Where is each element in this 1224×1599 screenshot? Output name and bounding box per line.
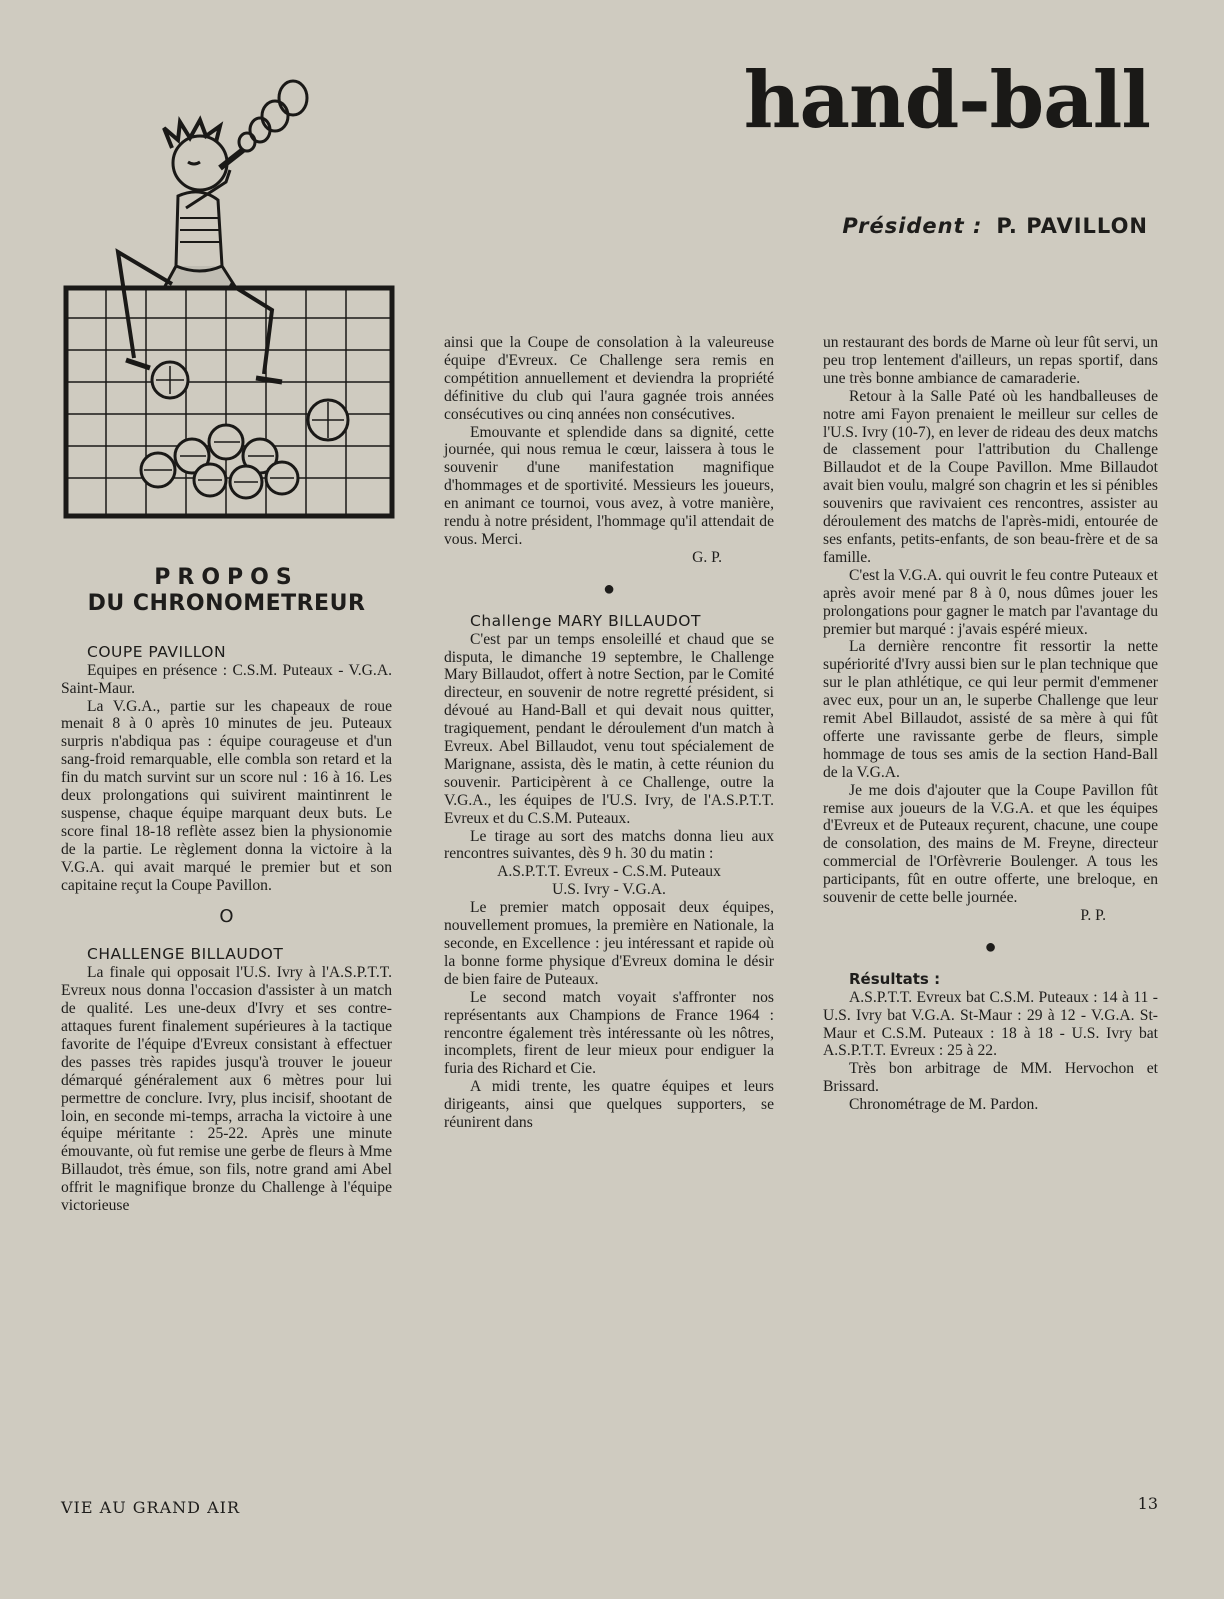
results-text: A.S.P.T.T. Evreux bat C.S.M. Puteaux : 14 à 11 - U.S. Ivry bat V.G.A. St-Maur : 29 à 12 - V.G.A. St-Maur et C.S.M. Puteaux : 18 à 18 - U.S. Ivry bat A.S.P.T.T. Evreux : 25 à 22.	[823, 988, 1158, 1060]
page-number: 13	[1137, 1494, 1158, 1513]
paragraph: Chronométrage de M. Pardon.	[849, 1096, 1039, 1114]
president-label: Président :	[842, 214, 983, 238]
match-line: U.S. Ivry - V.G.A.	[552, 881, 666, 899]
paragraph: un restaurant des bords de Marne où leur fût servi, un peu trop lentement d'ailleurs, un repas sportif, dans une très bonne ambiance de camaraderie.	[823, 334, 1158, 387]
section-title: hand-ball	[743, 55, 1150, 146]
paragraph: La dernière rencontre fit ressortir la nette supériorité d'Ivry aussi bien sur le plan technique que sur le plan athlétique, ce qui leur permit d'emmener avec eux, pour un an, le superbe Challenge que leur remit Abel Billaudot, assisté de sa mère à qui fût offerte une ravissante gerbe de fleurs, simple hommage de tous ses amis de la section Hand-Ball de la V.G.A.	[823, 638, 1158, 781]
separator-dot-icon: ●	[984, 935, 997, 958]
propos-title-line2: DU CHRONOMETREUR	[87, 591, 366, 617]
paragraph: C'est par un temps ensoleillé et chaud que se disputa, le dimanche 19 septembre, le Challenge Mary Billaudot, offert à notre Section, par le Comité directeur, en souvenir de notre regretté président, si dévoué au Hand-Ball et qui devait nous quitter, tragiquement, pendant le déroulement d'un match à Evreux. Abel Billaudot, venu tout spécialement de Marignane, assista, dès le matin, à cette réunion du souvenir. Participèrent à ce Challenge, outre la V.G.A., les équipes de l'U.S. Ivry, de l'A.S.P.T.T. Evreux et du C.S.M. Puteaux.	[444, 630, 774, 827]
column-1	[61, 565, 392, 1215]
president-name: P. PAVILLON	[996, 214, 1148, 238]
column-2	[444, 334, 774, 1132]
paragraph: Très bon arbitrage de MM. Hervochon et Brissard.	[823, 1060, 1158, 1096]
paragraph: La V.G.A., partie sur les chapeaux de roue menait 8 à 0 après 10 minutes de jeu. Puteaux surpris n'abdiqua pas : équipe courageuse et d'un sang-froid remarquable, elle combla son retard et la fin du match survint sur un score nul : 16 à 16. Les deux prolongations qui suivirent maintinrent le suspense, chaque équipe marquant deux buts. Le score final 18-18 reflète assez bien la physionomie de la partie. Le règlement donna la victoire à la V.G.A. qui avait marqué le premier but et son capitaine reçut la Coupe Pavillon.	[61, 697, 392, 894]
paragraph: Le tirage au sort des matchs donna lieu aux rencontres suivantes, dès 9 h. 30 du matin :	[444, 827, 774, 863]
paragraph: Le second match voyait s'affronter nos représentants aux Champions de France 1964 : rencontre également très intéressante où les nôtres, incomplets, firent de leur mieux pour endiguer la furia des Richard et Cie.	[444, 988, 774, 1078]
heading-coupe-pavillon: COUPE PAVILLON	[87, 642, 227, 661]
paragraph: Retour à la Salle Paté où les handballeuses de notre ami Fayon prenaient le meilleur sur celles de l'U.S. Ivry (10-7), en lever de rideau des deux matchs de classement pour l'attribution du Challenge Billaudot et de la Coupe Pavillon. Mme Billaudot avait bien voulu, malgré son chagrin et les si pénibles souvenirs que ravivaient ces rencontres, assister au déroulement des matchs de l'après-midi, entourée de ses enfants, petits-enfants, de son beau-frère et de sa famille.	[823, 387, 1158, 566]
separator-ring-icon: O	[219, 906, 234, 928]
paragraph: Je me dois d'ajouter que la Coupe Pavillon fût remise aux joueurs de la V.G.A. et que les équipes d'Evreux et de Puteaux reçurent, chacune, une coupe de consolation, des mains de M. Freyne, directeur commercial de l'Orfèvrerie Boulenger. A tous les participants, fût en outre offerte, une breloque, en souvenir de cette belle journée.	[823, 781, 1158, 907]
paragraph: La finale qui opposait l'U.S. Ivry à l'A.S.P.T.T. Evreux nous donna l'occasion d'assister à un match de qualité. Les une-deux d'Ivry et ses contre-attaques furent finalement supérieures à la tactique favorite de l'équipe d'Evreux consistant à effectuer des passes très rapides jusqu'à trouver le joueur démarqué généralement aux 6 mètres pour lui permettre de conclure. Ivry, plus incisif, shootant de loin, en seconde mi-temps, arracha la victoire à une équipe méritante : 25-22. Après une minute émouvante, où fut remise une gerbe de fleurs à Mme Billaudot, très émue, son fils, notre grand ami Abel offrit le magnifique bronze du Challenge à l'équipe victorieuse	[61, 964, 392, 1215]
separator-dot-icon: ●	[602, 577, 616, 600]
president-line	[842, 214, 1148, 238]
propos-title	[61, 565, 392, 618]
paragraph: Equipes en présence : C.S.M. Puteaux - V.G.A. Saint-Maur.	[61, 661, 392, 697]
heading-challenge-mary-billaudot: Challenge MARY BILLAUDOT	[470, 611, 701, 630]
column-3	[823, 334, 1158, 1114]
timekeeper-on-goal-icon	[60, 78, 400, 528]
magazine-name: VIE AU GRAND AIR	[61, 1498, 240, 1517]
paragraph: Emouvante et splendide dans sa dignité, cette journée, qui nous remua le cœur, laissera à tous le souvenir d'une manifestation magnifique d'hommages et de sportivité. Messieurs les joueurs, en animant ce tournoi, vous avez, à votre manière, rendu à notre président, l'hommage qu'il attendait de vous. Merci.	[444, 423, 774, 548]
signature: P. P.	[1080, 907, 1106, 924]
paragraph: Le premier match opposait deux équipes, nouvellement promues, la première en Nationale, la seconde, en Excellence : jeu intéressant et rapide où la bonne forme physique d'Evreux domina le désir de bien faire de Puteaux.	[444, 899, 774, 988]
heading-challenge-billaudot: CHALLENGE BILLAUDOT	[87, 945, 284, 964]
paragraph: ainsi que la Coupe de consolation à la valeureuse équipe d'Evreux. Ce Challenge sera remis en compétition annuellement et deviendra la propriété définitive du club qui l'aura gagnée trois années consécutives ou cinq années non consécutives.	[444, 334, 774, 423]
paragraph: A midi trente, les quatre équipes et leurs dirigeants, ainsi que quelques supporters, se réunirent dans	[444, 1078, 774, 1132]
match-line: A.S.P.T.T. Evreux - C.S.M. Puteaux	[497, 863, 721, 881]
paragraph: C'est la V.G.A. qui ouvrit le feu contre Puteaux et après avoir mené par 8 à 0, nous dûmes jouer les prolongations pour gagner le match par l'avantage du premier but marqué : j'avais espéré mieux.	[823, 566, 1158, 638]
propos-title-line1: PROPOS	[154, 565, 299, 590]
results-heading: Résultats :	[849, 969, 941, 988]
signature: G. P.	[692, 548, 722, 566]
